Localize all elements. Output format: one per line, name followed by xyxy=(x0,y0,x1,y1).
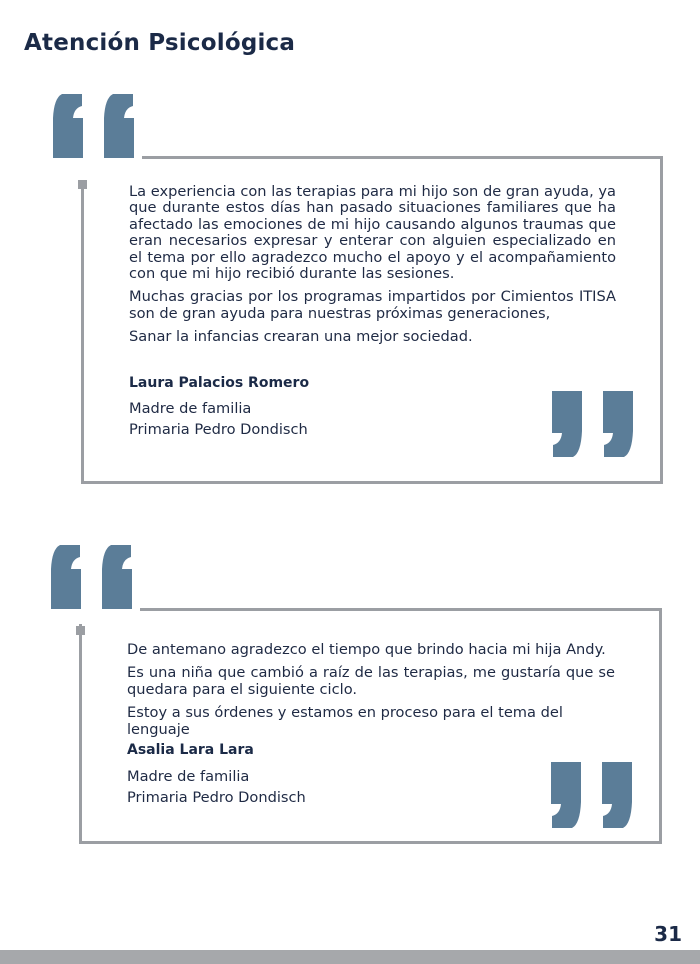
page-title: Atención Psicológica xyxy=(24,30,296,56)
frame-corner-tick xyxy=(76,626,85,635)
testimonial-paragraph: Muchas gracias por los programas impartidos por Cimientos ITISA son de gran ayuda para nuestras próximas generaciones, xyxy=(129,288,616,322)
footer-bar xyxy=(0,950,700,964)
testimonial-paragraph: Estoy a sus órdenes y estamos en proceso para el tema del lenguaje xyxy=(127,704,563,738)
author-role: Madre de familia xyxy=(127,768,250,785)
close-quote-icon xyxy=(551,391,633,459)
author-details xyxy=(127,766,306,808)
testimonial-paragraph: Sanar la infancias crearan una mejor sociedad. xyxy=(129,328,473,346)
author-school: Primaria Pedro Dondisch xyxy=(129,421,308,438)
author-role: Madre de familia xyxy=(129,400,252,417)
close-quote-icon xyxy=(550,762,632,830)
testimonial-text xyxy=(127,642,615,745)
testimonial-author: Asalia Lara Lara xyxy=(127,742,254,758)
frame-corner-tick xyxy=(78,180,87,189)
open-quote-icon xyxy=(52,92,134,160)
testimonial-paragraph: De antemano agradezco el tiempo que brindo hacia mi hija Andy. xyxy=(127,641,606,658)
page-number: 31 xyxy=(654,922,682,946)
testimonial-text xyxy=(129,184,616,353)
author-details xyxy=(129,398,308,440)
author-school: Primaria Pedro Dondisch xyxy=(127,789,306,806)
testimonial-paragraph: Es una niña que cambió a raíz de las terapias, me gustaría que se quedara para el siguiente ciclo. xyxy=(127,664,615,698)
testimonial-author: Laura Palacios Romero xyxy=(129,375,310,391)
testimonial-paragraph: La experiencia con las terapias para mi hijo son de gran ayuda, ya que durante estos días han pasado situaciones familiares que ha afectado las emociones de mi hijo causando algunos traumas que eran necesarios expresar y enterar con alguien especializado en el tema por ello agradezco mucho el apoyo y el acompañamiento con que mi hijo recibió durante las sesiones. xyxy=(129,183,616,283)
open-quote-icon xyxy=(50,543,132,611)
